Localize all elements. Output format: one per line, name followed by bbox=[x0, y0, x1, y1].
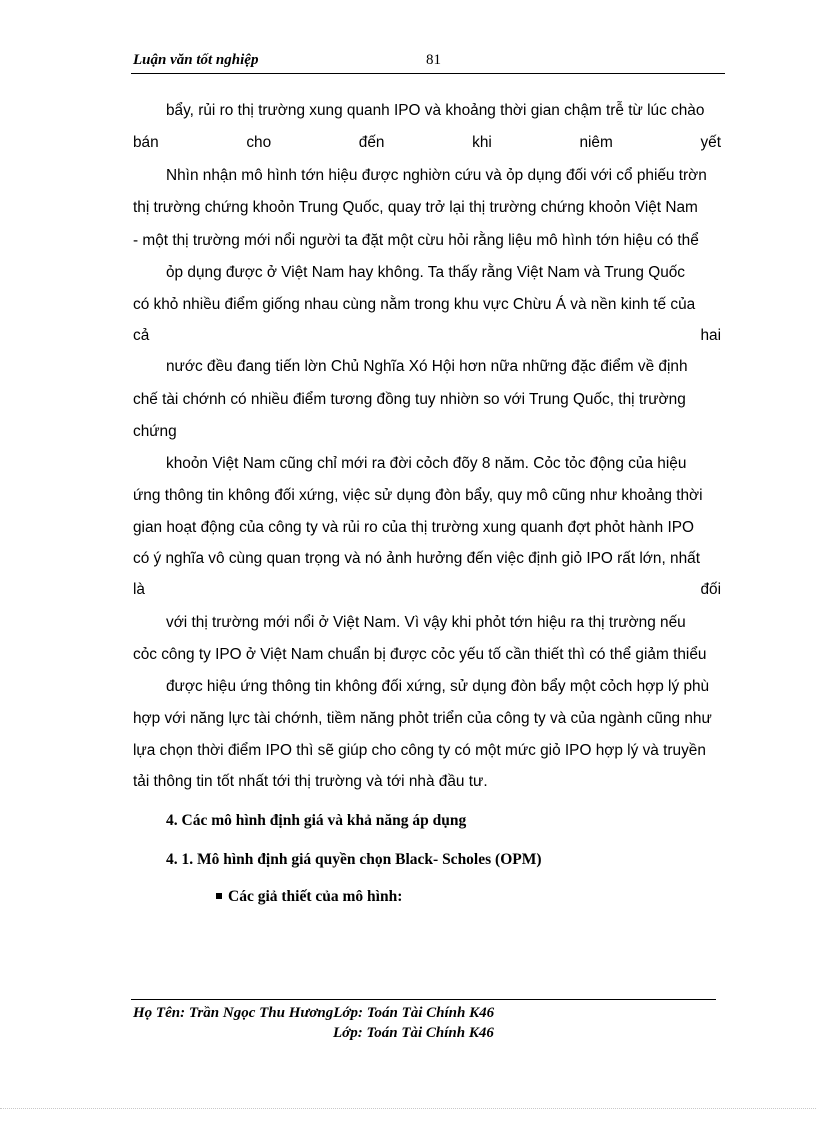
footer-rule bbox=[131, 999, 716, 1000]
body-line: - một thị trường mới nổi người ta đặt một cừu hỏi rằng liệu mô hình tớn hiệu có thể bbox=[133, 232, 699, 249]
section-heading: 4. Các mô hình định giá và khả năng áp dụng bbox=[166, 812, 467, 829]
word: niêm bbox=[579, 134, 613, 151]
body-line: với thị trường mới nổi ở Việt Nam. Vì vậy khi phỏt tớn hiệu ra thị trường nếu bbox=[166, 614, 686, 631]
page-boundary bbox=[0, 1108, 816, 1109]
body-line: gian hoạt động của công ty và rủi ro của thị trường xung quanh đợt phỏt hành IPO bbox=[133, 519, 694, 536]
word: bán bbox=[133, 134, 159, 151]
body-line: thị trường chứng khoỏn Trung Quốc, quay trở lại thị trường chứng khoỏn Việt Nam bbox=[133, 199, 698, 216]
body-line: có ý nghĩa vô cùng quan trọng và nó ảnh hưởng đến việc định giỏ IPO rất lớn, nhất bbox=[133, 550, 700, 567]
body-line: có khỏ nhiều điểm giống nhau cùng nằm trong khu vực Chừu Á và nền kinh tế của bbox=[133, 296, 696, 313]
word: là bbox=[133, 581, 145, 598]
body-line-justified bbox=[133, 581, 721, 599]
body-line: lựa chọn thời điểm IPO thì sẽ giúp cho công ty có một mức giỏ IPO hợp lý và truyền bbox=[133, 742, 706, 759]
body-line: bẩy, rủi ro thị trường xung quanh IPO và khoảng thời gian chậm trễ từ lúc chào bbox=[166, 102, 705, 119]
body-line: tải thông tin tốt nhất tới thị trường và tới nhà đầu tư. bbox=[133, 773, 488, 790]
word: yết bbox=[700, 134, 721, 151]
word: đến bbox=[358, 134, 385, 151]
body-line: cỏc công ty IPO ở Việt Nam chuẩn bị được cỏc yếu tố cần thiết thì có thể giảm thiểu bbox=[133, 646, 707, 663]
body-line-justified bbox=[133, 327, 721, 345]
body-line: chứng bbox=[133, 423, 177, 440]
word: cho bbox=[246, 134, 272, 151]
body-line: ứng thông tin không đối xứng, việc sử dụng đòn bẩy, quy mô cũng như khoảng thời bbox=[133, 487, 703, 504]
word: cả bbox=[133, 327, 150, 344]
page-number: 81 bbox=[426, 52, 441, 68]
word: khi bbox=[472, 134, 492, 151]
square-bullet-icon bbox=[216, 893, 222, 899]
word: hai bbox=[700, 327, 721, 344]
footer-author: Họ Tên: Trần Ngọc Thu HươngLớp: Toán Tài Chính K46 bbox=[133, 1005, 495, 1021]
word: đối bbox=[700, 581, 721, 598]
body-line: Nhìn nhận mô hình tớn hiệu được nghiờn cứu và ỏp dụng đối với cổ phiếu trờn bbox=[166, 167, 707, 184]
body-line-justified bbox=[133, 134, 721, 152]
body-line: hợp với năng lực tài chớnh, tiềm năng phỏt triển của công ty và của ngành cũng như bbox=[133, 710, 712, 727]
bullet-text: Các giả thiết của mô hình: bbox=[228, 888, 403, 905]
bullet-item bbox=[216, 888, 402, 906]
body-line: ỏp dụng được ở Việt Nam hay không. Ta thấy rằng Việt Nam và Trung Quốc bbox=[166, 264, 686, 281]
subsection-heading: 4. 1. Mô hình định giá quyền chọn Black- Scholes (OPM) bbox=[166, 851, 542, 868]
header-title: Luận văn tốt nghiệp bbox=[133, 52, 259, 68]
body-line: chế tài chớnh có nhiều điểm tương đồng tuy nhiờn so với Trung Quốc, thị trường bbox=[133, 391, 686, 408]
body-line: nước đều đang tiến lờn Chủ Nghĩa Xó Hội hơn nữa những đặc điểm về định bbox=[166, 358, 688, 375]
footer-class: Lớp: Toán Tài Chính K46 bbox=[333, 1025, 494, 1041]
body-line: được hiệu ứng thông tin không đối xứng, sử dụng đòn bẩy một cỏch hợp lý phù bbox=[166, 678, 710, 695]
header-rule bbox=[131, 73, 725, 74]
body-line: khoỏn Việt Nam cũng chỉ mới ra đời cỏch đõy 8 năm. Cỏc tỏc động của hiệu bbox=[166, 455, 687, 472]
